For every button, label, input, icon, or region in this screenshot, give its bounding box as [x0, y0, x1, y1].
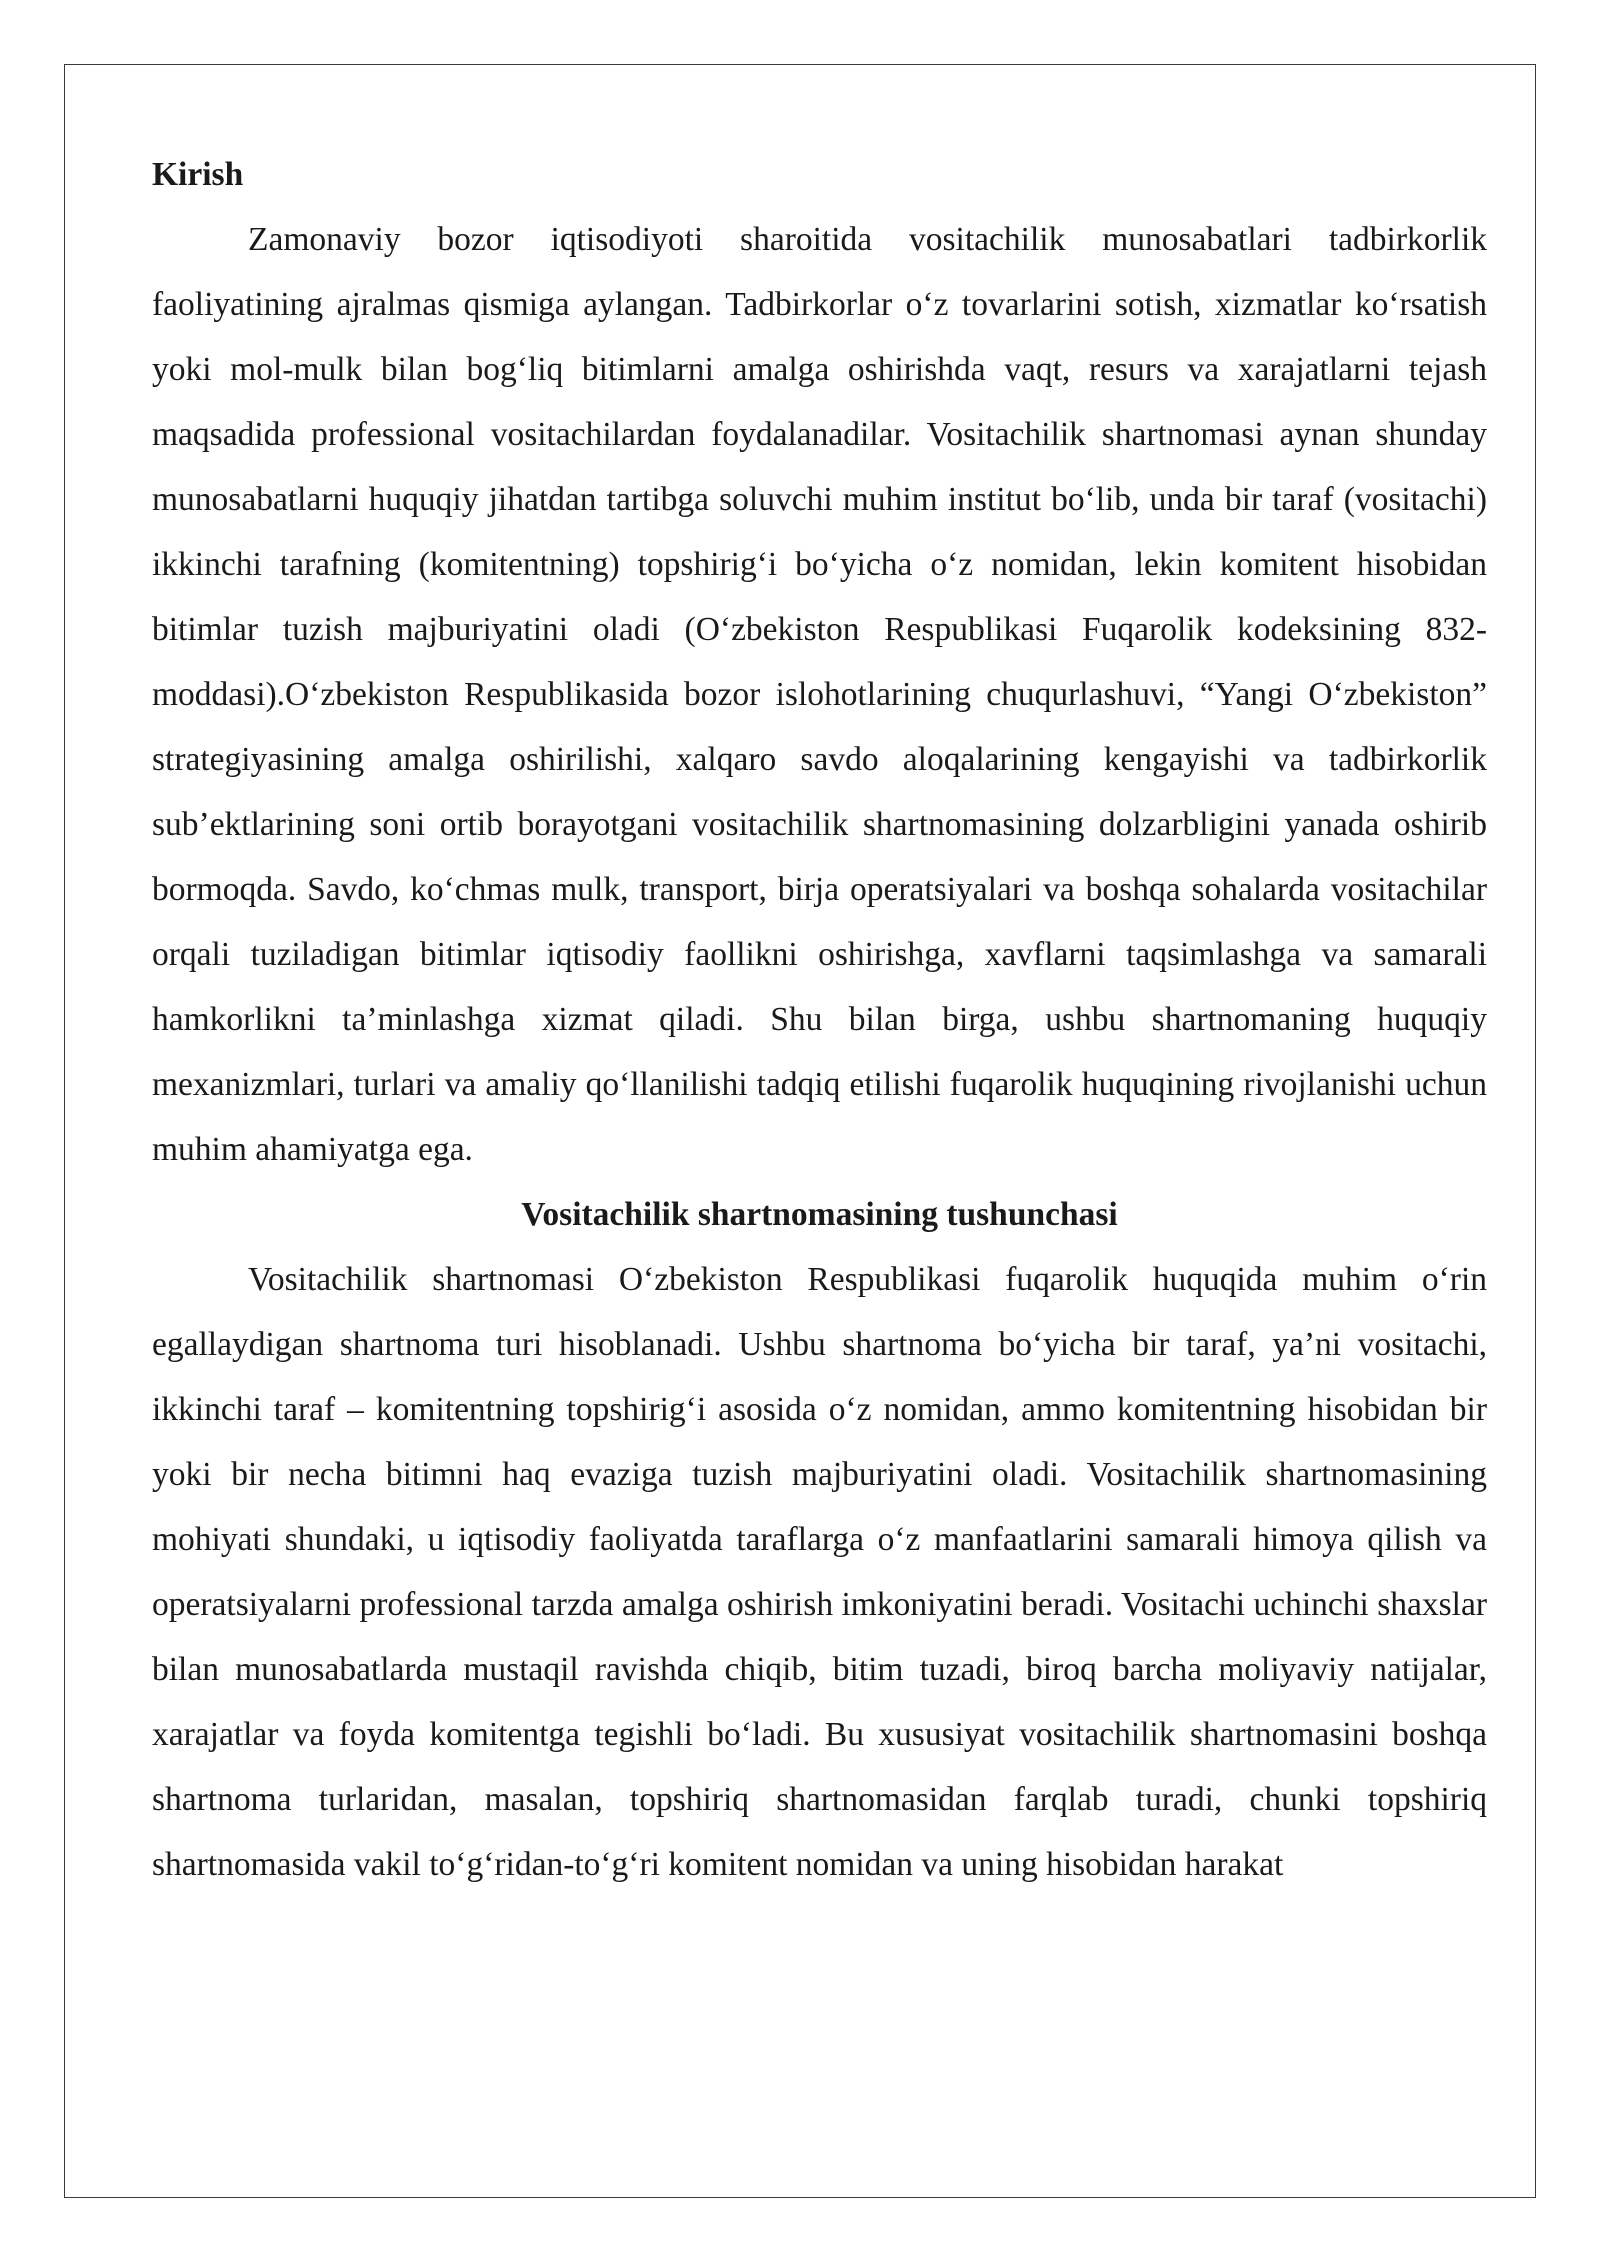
intro-paragraph: Zamonaviy bozor iqtisodiyoti sharoitida vositachilik munosabatlari tadbirkorlik faoliyatining ajralmas qismiga aylangan. Tadbirkorlar o‘z tovarlarini sotish, xizmatlar ko‘rsatish yoki mol-mulk bilan bog‘liq bitimlarni amalga oshirishda vaqt, resurs va xarajatlarni tejash maqsadida professional vositachilardan foydalanadilar. Vositachilik shartnomasi aynan shunday munosabatlarni huquqiy jihatdan tartibga soluvchi muhim institut bo‘lib, unda bir taraf (vositachi) ikkinchi tarafning (komitentning) topshirig‘i bo‘yicha o‘z nomidan, lekin komitent hisobidan bitimlar tuzish majburiyatini oladi (O‘zbekiston Respublikasi Fuqarolik kodeksining 832-moddasi).O‘zbekiston Respublikasida bozor islohotlarining chuqurlashuvi, “Yangi O‘zbekiston” strategiyasining amalga oshirilishi, xalqaro savdo aloqalarining kengayishi va tadbirkorlik sub’ektlarining soni ortib borayotgani vositachilik shartnomasining dolzarbligini yanada oshirib bormoqda. Savdo, ko‘chmas mulk, transport, birja operatsiyalari va boshqa sohalarda vositachilar orqali tuziladigan bitimlar iqtisodiy faollikni oshirishga, xavflarni taqsimlashga va samarali hamkorlikni ta’minlashga xizmat qiladi. Shu bilan birga, ushbu shartnomaning huquqiy mexanizmlari, turlari va amaliy qo‘llanilishi tadqiq etilishi fuqarolik huquqining rivojlanishi uchun muhim ahamiyatga ega. [152, 221, 1487, 1168]
document-body [152, 142, 1487, 1897]
section-paragraph: Vositachilik shartnomasi O‘zbekiston Respublikasi fuqarolik huquqida muhim o‘rin egallaydigan shartnoma turi hisoblanadi. Ushbu shartnoma bo‘yicha bir taraf, ya’ni vositachi, ikkinchi taraf – komitentning topshirig‘i asosida o‘z nomidan, ammo komitentning hisobidan bir yoki bir necha bitimni haq evaziga tuzish majburiyatini oladi. Vositachilik shartnomasining mohiyati shundaki, u iqtisodiy faoliyatda taraflarga o‘z manfaatlarini samarali himoya qilish va operatsiyalarni professional tarzda amalga oshirish imkoniyatini beradi. Vositachi uchinchi shaxslar bilan munosabatlarda mustaqil ravishda chiqib, bitim tuzadi, biroq barcha moliyaviy natijalar, xarajatlar va foyda komitentga tegishli bo‘ladi. Bu xususiyat vositachilik shartnomasini boshqa shartnoma turlaridan, masalan, topshiriq shartnomasidan farqlab turadi, chunki topshiriq shartnomasida vakil to‘g‘ridan-to‘g‘ri komitent nomidan va uning hisobidan harakat [152, 1261, 1487, 1883]
intro-heading: Kirish [152, 156, 244, 193]
section-heading: Vositachilik shartnomasining tushunchasi [521, 1196, 1118, 1233]
